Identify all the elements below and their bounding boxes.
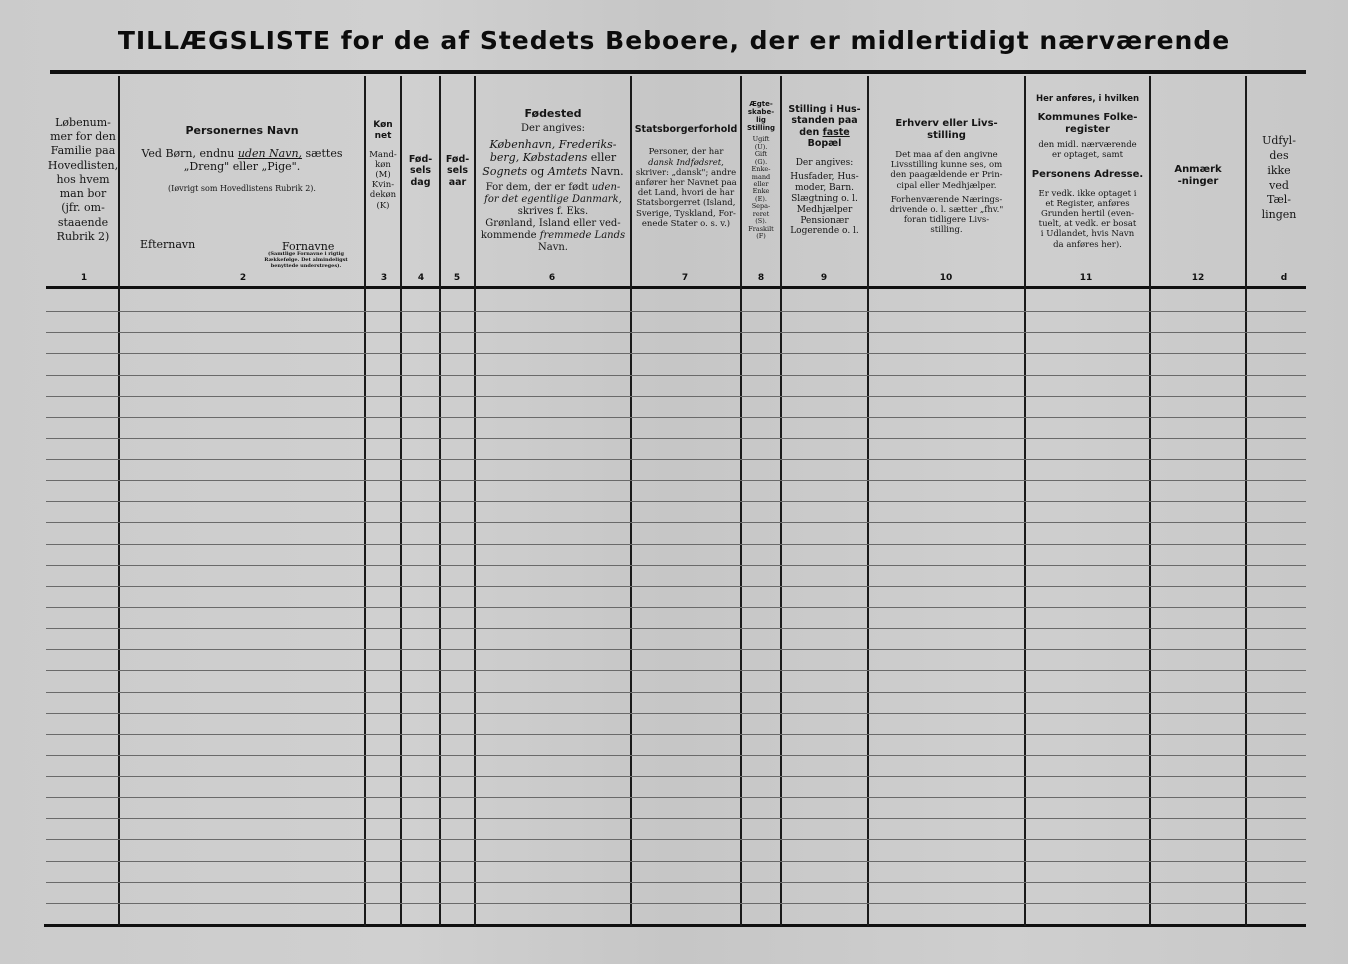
table-row[interactable] <box>46 882 1306 883</box>
col-8-header: Ægte-skabe-lig Stilling Ugift (U). Gift (G). Enke- mand eller Enke (E). Sepa- reret (S). Fraskilt (F) <box>747 100 775 241</box>
table-row[interactable] <box>46 628 1306 629</box>
table-row[interactable] <box>46 818 1306 819</box>
table-row[interactable] <box>46 353 1306 354</box>
table-row[interactable] <box>46 396 1306 397</box>
col-number: 11 <box>1079 273 1093 283</box>
table-row[interactable] <box>46 692 1306 693</box>
table-row[interactable] <box>46 438 1306 439</box>
table-row[interactable] <box>46 734 1306 735</box>
col-number: 4 <box>417 273 425 283</box>
col-11-header: Her anføres, i hvilken Kommunes Folke- register den midl. nærværende er optaget, samt Personens Adresse. Er vedk. ikke optaget i et Register, anføres Grunden hertil (even- tuelt, at vedk. er bosat i Udlandet, hvis Navn da anføres her). <box>1031 94 1144 250</box>
table-row[interactable] <box>46 480 1306 481</box>
table-row[interactable] <box>46 649 1306 650</box>
table-row[interactable] <box>46 375 1306 376</box>
table-row[interactable] <box>46 797 1306 798</box>
entry-rows[interactable] <box>46 290 1306 926</box>
col-2-header: Personernes Navn Ved Børn, endnu uden Navn, sættes „Dreng" eller „Pige". (Iøvrigt som Hovedlistens Rubrik 2). <box>141 124 343 193</box>
col-number: 9 <box>820 273 828 283</box>
col-d-header: Udfyl- des ikke ved Tæl- lingen <box>1261 134 1297 222</box>
top-rule <box>50 70 1306 74</box>
form-title: TILLÆGSLISTE for de af Stedets Beboere, der er midlertidigt nærværende <box>117 26 1231 55</box>
table-row[interactable] <box>46 839 1306 840</box>
col-7-header: Statsborgerforhold Personer, der har dansk Indfødsret, skriver: „dansk"; andre anfører her Navnet paa det Land, hvori de har Statsborgerret (Island, Sverige, Tyskland, For- enede Stater o. s. v.) <box>634 124 738 229</box>
table-row[interactable] <box>46 565 1306 566</box>
col-number: d <box>1280 273 1288 283</box>
col-6-header: Fødested Der angives: København, Frederiks- berg, Købstadens eller Sognets og Amtets Navn. For dem, der er født uden- for det egentlige Danmark, skrives f. Eks. Grønland, Island eller ved- kommende fremmede Lands Navn. <box>480 107 626 253</box>
table-row[interactable] <box>46 332 1306 333</box>
table-row[interactable] <box>46 755 1306 756</box>
col-10-header: Erhverv eller Livs- stilling Det maa af den angivne Livsstilling kunne ses, om den paagældende er Prin- cipal eller Medhjælper. Forhenværende Nærings- drivende o. l. sætter „fhv." foran tidligere Livs- stilling. <box>889 118 1004 236</box>
col-number: 5 <box>453 273 461 283</box>
table-row[interactable] <box>46 311 1306 312</box>
col-number: 3 <box>380 273 388 283</box>
col-3-header: Kønnet Mand- køn (M) Kvin- dekøn (K) <box>369 120 397 211</box>
col-9-header: Stilling i Hus- standen paa den faste Bopæl Der angives: Husfader, Hus- moder, Barn. Slægtning o. l. Medhjælper Pensionær Logerende o. l. <box>788 104 861 237</box>
col-number: 8 <box>757 273 765 283</box>
col-2-sub-left: Efternavn <box>140 238 196 251</box>
table-row[interactable] <box>46 861 1306 862</box>
col-12-header: Anmærk-ninger <box>1174 164 1222 187</box>
col-1-header: Løbenum- mer for den Familie paa Hovedlisten, hos hvem man bor (jfr. om- staaende Rubrik 2) <box>47 115 119 244</box>
col-number: 10 <box>939 273 953 283</box>
table-row[interactable] <box>46 501 1306 502</box>
table-row[interactable] <box>46 522 1306 523</box>
table-row[interactable] <box>46 607 1306 608</box>
col-number: 2 <box>239 273 247 283</box>
col-2-sub-right: Fornavne <box>282 240 335 253</box>
col-5-header: Fød-selsaar <box>445 154 470 188</box>
col-number: 12 <box>1191 273 1205 283</box>
col-number: 7 <box>681 273 689 283</box>
table-row[interactable] <box>46 776 1306 777</box>
table-row[interactable] <box>46 459 1306 460</box>
table-row[interactable] <box>46 903 1306 904</box>
col-4-header: Fød-selsdag <box>408 154 433 188</box>
table-row[interactable] <box>46 713 1306 714</box>
table-row[interactable] <box>46 417 1306 418</box>
col-number: 6 <box>548 273 556 283</box>
col-2-small-note: (Samtlige Fornavne i rigtig Rækkefølge. Det almindeligst benyttede understreges). <box>264 251 348 269</box>
table-row[interactable] <box>46 670 1306 671</box>
col-number: 1 <box>80 273 88 283</box>
table-row[interactable] <box>46 586 1306 587</box>
table-row[interactable] <box>46 544 1306 545</box>
